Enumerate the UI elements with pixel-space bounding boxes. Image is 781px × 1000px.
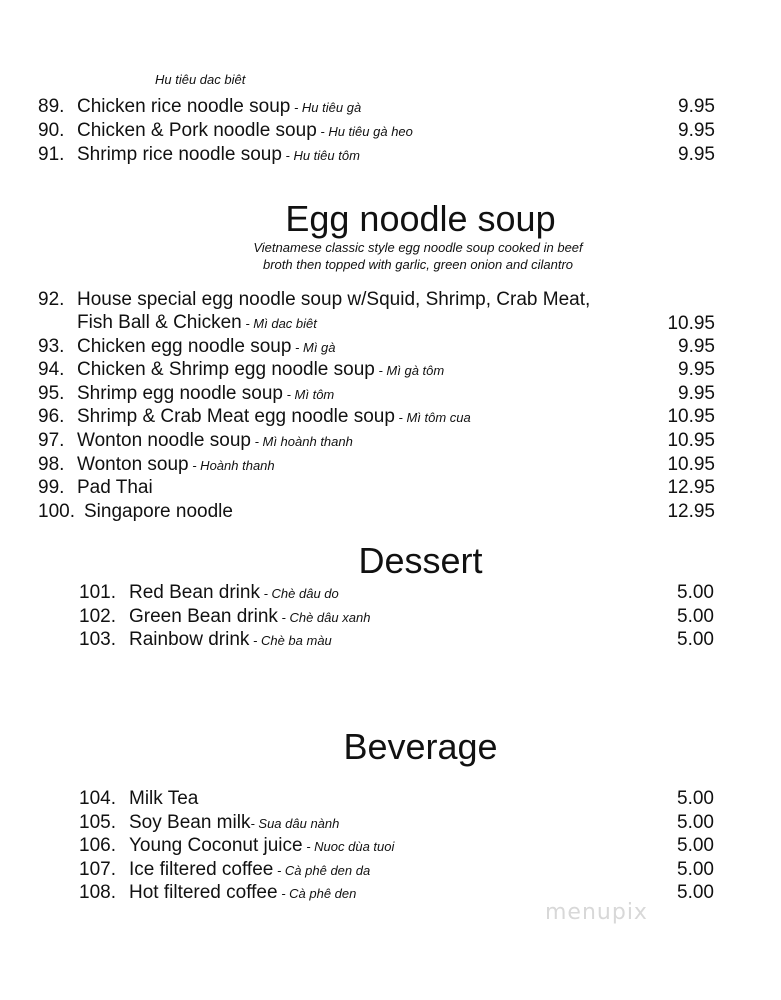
item-name (129, 834, 394, 859)
item-name-line1: House special egg noodle soup w/Squid, Shrimp, Crab Meat, (77, 289, 591, 310)
item-price: 5.00 (677, 882, 714, 903)
item-number: 89. (38, 96, 65, 117)
item-number: 94. (38, 359, 65, 380)
item-number: 97. (38, 430, 65, 451)
item-english-name: Shrimp egg noodle soup (77, 383, 283, 404)
item-price: 9.95 (678, 144, 715, 165)
item-english-name: Singapore noodle (84, 501, 233, 522)
item-price: 10.95 (667, 313, 715, 334)
item-vietnamese-name: - Cà phê den (277, 886, 357, 901)
item-price: 9.95 (678, 336, 715, 357)
item-name (77, 143, 360, 168)
item-english-name: Wonton soup (77, 454, 189, 475)
item-english-name: Wonton noodle soup (77, 430, 251, 451)
item-name (129, 605, 370, 630)
item-english-name: Shrimp & Crab Meat egg noodle soup (77, 406, 395, 427)
item-english-name: Red Bean drink (129, 582, 260, 603)
item-price: 12.95 (667, 501, 715, 522)
menu-item (0, 288, 781, 336)
item-price: 5.00 (677, 629, 714, 650)
item-name (84, 500, 233, 525)
menu-item (0, 429, 781, 453)
item-name-line2 (77, 311, 317, 336)
item-english-name: Chicken & Pork noodle soup (77, 120, 317, 141)
item-price: 9.95 (678, 120, 715, 141)
item-vietnamese-name: - Mì gà (291, 340, 336, 355)
menu-item (0, 476, 781, 500)
item-english-name: Pad Thai (77, 477, 153, 498)
item-price: 9.95 (678, 359, 715, 380)
menu-item (0, 834, 781, 858)
item-price: 10.95 (667, 454, 715, 475)
item-number: 98. (38, 454, 65, 475)
item-number: 90. (38, 120, 65, 141)
item-number: 95. (38, 383, 65, 404)
menu-item (0, 453, 781, 477)
item-english-name: Chicken & Shrimp egg noodle soup (77, 359, 375, 380)
item-name (129, 811, 339, 836)
item-name (129, 581, 339, 606)
item-number: 103. (79, 629, 116, 650)
item-number: 93. (38, 336, 65, 357)
item-number: 104. (79, 788, 116, 809)
menu-item (0, 95, 781, 119)
item-vietnamese-name: - Sua dâu nành (250, 816, 340, 831)
item-english-name: Young Coconut juice (129, 835, 303, 856)
item-number: 92. (38, 289, 65, 310)
dessert-section-title: Dessert (358, 540, 483, 581)
item-vietnamese-name: - Chè ba màu (249, 633, 332, 648)
item-name (129, 628, 332, 653)
item-name (129, 881, 356, 906)
item-price: 10.95 (667, 406, 715, 427)
item-name (77, 429, 353, 454)
menu-item (0, 335, 781, 359)
item-number: 100. (38, 501, 75, 522)
menu-item (0, 811, 781, 835)
item-number: 101. (79, 582, 116, 603)
item-price: 5.00 (677, 606, 714, 627)
item-number: 106. (79, 835, 116, 856)
menu-item (0, 787, 781, 811)
item-price: 9.95 (678, 383, 715, 404)
item-vietnamese-name: - Mì dac biêt (241, 316, 317, 331)
item-number: 99. (38, 477, 65, 498)
item-vietnamese-name: - Mì gà tôm (374, 363, 445, 378)
menu-item (0, 143, 781, 167)
item-name (129, 858, 370, 883)
item-name (77, 119, 413, 144)
item-number: 102. (79, 606, 116, 627)
item-price: 9.95 (678, 96, 715, 117)
item-english-name: Ice filtered coffee (129, 859, 274, 880)
item-vietnamese-name: - Hu tiêu gà (290, 100, 362, 115)
item-vietnamese-name: - Hu tiêu gà heo (316, 124, 413, 139)
egg-noodle-section-title: Egg noodle soup (285, 198, 556, 239)
item-vietnamese-name: - Nuoc dùa tuoi (302, 839, 395, 854)
menu-item (0, 405, 781, 429)
item-english-name: Milk Tea (129, 788, 199, 809)
menu-item (0, 881, 781, 905)
egg-noodle-description-line1: Vietnamese classic style egg noodle soup cooked in beef (253, 240, 583, 255)
menu-item (0, 581, 781, 605)
item-english-name: Shrimp rice noodle soup (77, 144, 282, 165)
item-name (77, 382, 334, 407)
item-english-name: Rainbow drink (129, 629, 250, 650)
item-number: 91. (38, 144, 65, 165)
menupix-watermark: menupix (545, 900, 648, 925)
egg-noodle-description-line2: broth then topped with garlic, green onion and cilantro (262, 257, 574, 272)
special-noodle-note: Hu tiêu dac biêt (155, 72, 246, 87)
item-vietnamese-name: - Chè dâu xanh (277, 610, 371, 625)
item-english-name: Chicken egg noodle soup (77, 336, 292, 357)
item-number: 96. (38, 406, 65, 427)
item-vietnamese-name: - Mì tôm cua (394, 410, 471, 425)
item-english-name: Chicken rice noodle soup (77, 96, 291, 117)
menu-item (0, 382, 781, 406)
menu-item (0, 358, 781, 382)
item-english-name: Soy Bean milk (129, 812, 251, 833)
item-price: 10.95 (667, 430, 715, 451)
item-vietnamese-name: - Mì tôm (282, 387, 335, 402)
item-vietnamese-name: - Cà phê den da (273, 863, 371, 878)
item-price: 5.00 (677, 835, 714, 856)
item-name (77, 476, 153, 501)
item-english-name: Fish Ball & Chicken (77, 312, 242, 333)
menu-item (0, 500, 781, 524)
item-number: 107. (79, 859, 116, 880)
item-price: 5.00 (677, 859, 714, 880)
item-vietnamese-name: - Hu tiêu tôm (281, 148, 360, 163)
item-number: 108. (79, 882, 116, 903)
item-price: 5.00 (677, 582, 714, 603)
item-name (77, 335, 336, 360)
item-price: 12.95 (667, 477, 715, 498)
item-name (77, 358, 444, 383)
item-vietnamese-name: - Mì hoành thanh (250, 434, 353, 449)
item-price: 5.00 (677, 788, 714, 809)
menu-item (0, 628, 781, 652)
item-vietnamese-name: - Chè dâu do (259, 586, 339, 601)
menu-item (0, 119, 781, 143)
item-name (77, 405, 471, 430)
item-number: 105. (79, 812, 116, 833)
item-name (77, 95, 361, 120)
item-name (129, 787, 198, 812)
item-vietnamese-name: - Hoành thanh (188, 458, 275, 473)
item-english-name: Hot filtered coffee (129, 882, 278, 903)
item-price: 5.00 (677, 812, 714, 833)
menu-item (0, 858, 781, 882)
menu-item (0, 605, 781, 629)
beverage-section-title: Beverage (343, 726, 498, 767)
item-english-name: Green Bean drink (129, 606, 278, 627)
item-name (77, 453, 275, 478)
